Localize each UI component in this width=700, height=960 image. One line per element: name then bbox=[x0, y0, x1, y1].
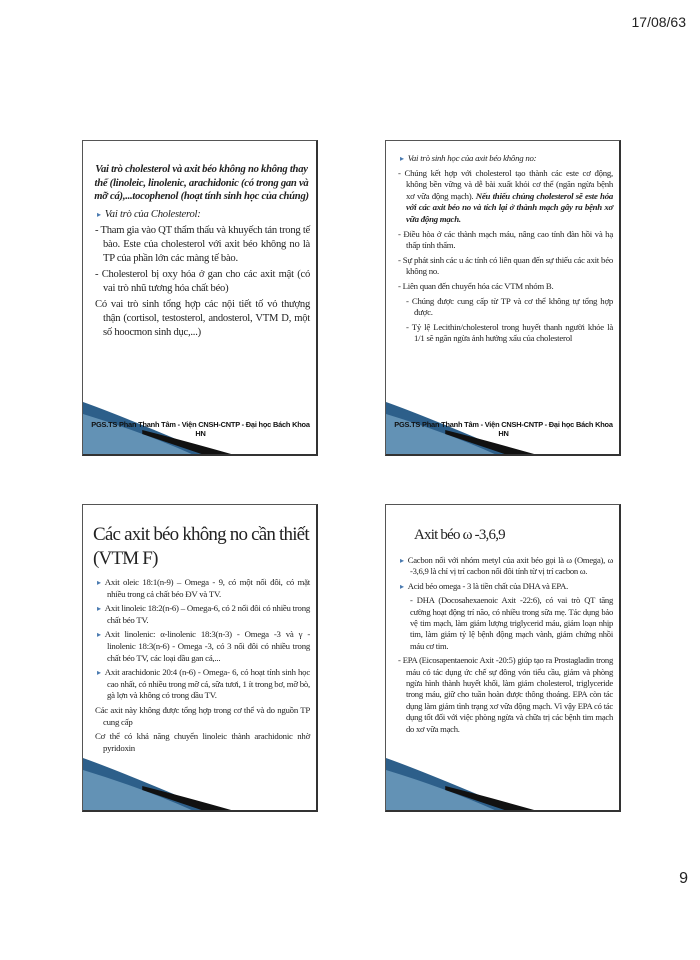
text-line: - Điều hòa ở các thành mạch máu, nâng cao tính đàn hồi và hạ thấp tính thấm. bbox=[398, 228, 613, 251]
text-emphasis: Nếu thiếu chúng cholesterol sẽ este hóa với các axit béo no và tích lại ở thành mạch gây ra bệnh xơ vữa động mạch. bbox=[406, 190, 613, 224]
slide-footer: PGS.TS Phan Thanh Tâm - Viện CNSH-CNTP - Đại học Bách Khoa HN bbox=[91, 420, 310, 438]
bullet-item: ▸ Vai trò của Cholesterol: bbox=[93, 208, 310, 222]
slide-corner-decoration bbox=[386, 750, 619, 810]
slide-title: Các axit béo không no cần thiết (VTM F) bbox=[93, 524, 309, 569]
bullet-item: ▸ Axit linoleic 18:2(n-6) – Omega-6, có 2 nối đôi có nhiều trong chất béo TV. bbox=[93, 603, 310, 626]
bullet-item: ▸ Acid béo omega - 3 là tiền chất của DHA và EPA. bbox=[396, 581, 613, 592]
text-line: - Tỷ lệ Lecithin/cholesterol trong huyết thanh người khỏe là 1/1 sẽ ngăn ngừa ảnh hưởng xấu của cholesterol bbox=[406, 321, 613, 344]
slide-footer: PGS.TS Phan Thanh Tâm - Viện CNSH-CNTP - Đại học Bách Khoa HN bbox=[394, 420, 613, 438]
text-line: Có vai trò sinh tổng hợp các nội tiết tố vỏ thượng thận (cortisol, testosterol, andosterol, VTM D, một số hoocmon sinh dục,...) bbox=[95, 299, 310, 338]
bullet-item: ▸ Vai trò sinh học của axit béo không no: bbox=[396, 153, 613, 165]
text-line: - Chúng được cung cấp từ TP và cơ thể không tự tổng hợp được. bbox=[406, 295, 613, 318]
page-number: 9 bbox=[679, 870, 688, 887]
text-line: - EPA (Eicosapentaenoic Axit -20:5) giúp tạo ra Prostagladin trong máu có tác dụng ức chế sự đông vón tiểu cầu, giảm và phòng ngừa hình thành huyết khối, làm giảm cholesterol, triglyceride trong máu, giữ cho tuần hoàn được thông thoáng. EPA còn tác dụng làm giảm tình trạng xơ vữa động mạch. Vì vậy EPA có tác dụng tốt đối với việc phòng ngừa và chữa trị các bệnh tim mạch do xơ vữa mạch. bbox=[398, 655, 613, 734]
text-line: - Sự phát sinh các u ác tính có liên quan đến sự thiếu các axit béo không no. bbox=[398, 254, 613, 277]
text-line: - Liên quan đến chuyển hóa các VTM nhóm B. bbox=[398, 280, 554, 291]
slide-title: Vai trò cholesterol và axit béo không no không thay thế (linoleic, linolenic, arachidonic (có trong gan và mỡ cá),...tocophenol (hoạt tính sinh học của chúng) bbox=[94, 164, 309, 203]
bullet-item: ▸ Axit oleic 18:1(n-9) – Omega - 9, có một nối đôi, có mặt nhiều trong cả chất béo ĐV và TV. bbox=[93, 577, 310, 600]
slide-cholesterol-role bbox=[82, 140, 318, 456]
slide-unsaturated-fatty-acid-role bbox=[385, 140, 621, 456]
bullet-item: ▸ Axit arachidonic 20:4 (n-6) - Omega- 6, có hoạt tính sinh học cao nhất, có nhiều trong mỡ cá, sữa tươi, 1 ít trong bơ, mỡ bò, gà lợn và không có trong dầu TV. bbox=[93, 667, 310, 702]
text-line bbox=[396, 168, 613, 226]
bullet-item: ▸ Axit linolenic: α-linolenic 18:3(n-3) - Omega -3 và γ -linolenic 18:3(n-6) - Omega -3, có 3 nối đôi có nhiều trong chất béo TV, các loại dầu gan cá,... bbox=[93, 629, 310, 664]
header-date: 17/08/63 bbox=[631, 14, 686, 30]
slide-corner-decoration bbox=[83, 750, 316, 810]
slide-essential-fatty-acids bbox=[82, 504, 318, 812]
text-line: - DHA (Docosahexaenoic Axit -22:6), có vai trò QT tăng cường hoạt động trí não, có nhiều trong sữa mẹ. Tác dụng bảo vệ tim mạch, làm giảm lượng triglycerid máu, giảm loạn nhịp tim, làm giảm tỷ lệ bệnh động mạch vành, giảm chứng nhồi máu cơ tim. bbox=[410, 595, 613, 651]
slide-title: Axit béo ω -3,6,9 bbox=[414, 527, 505, 543]
text-line: Cơ thể có khả năng chuyển linoleic thành arachidonic nhờ pyridoxin bbox=[95, 731, 310, 753]
bullet-item: ▸ Cacbon nối với nhóm metyl của axit béo gọi là ω (Omega), ω -3,6,9 là chỉ vị trí cacbon nối đôi tính từ vị trí cacbon ω. bbox=[396, 555, 613, 578]
text-line: Các axit này không được tổng hợp trong cơ thể và do nguồn TP cung cấp bbox=[95, 704, 310, 727]
slide-omega-fatty-acids bbox=[385, 504, 621, 812]
text-line: - Cholesterol bị oxy hóa ở gan cho các axit mật (có vai trò nhũ tương hóa chất béo) bbox=[95, 269, 310, 294]
text-line: - Tham gia vào QT thẩm thấu và khuyếch tán trong tế bào. Este của cholesterol với axit béo không no là TP của phần lớn các màng tế bào. bbox=[95, 225, 310, 264]
text-plain: - Chúng kết hợp với cholesterol tạo thành các este cơ động, không bền vững và dễ bài xuất khỏi cơ thể (ngăn ngừa bệnh xơ vữa động mạch). bbox=[398, 167, 613, 201]
